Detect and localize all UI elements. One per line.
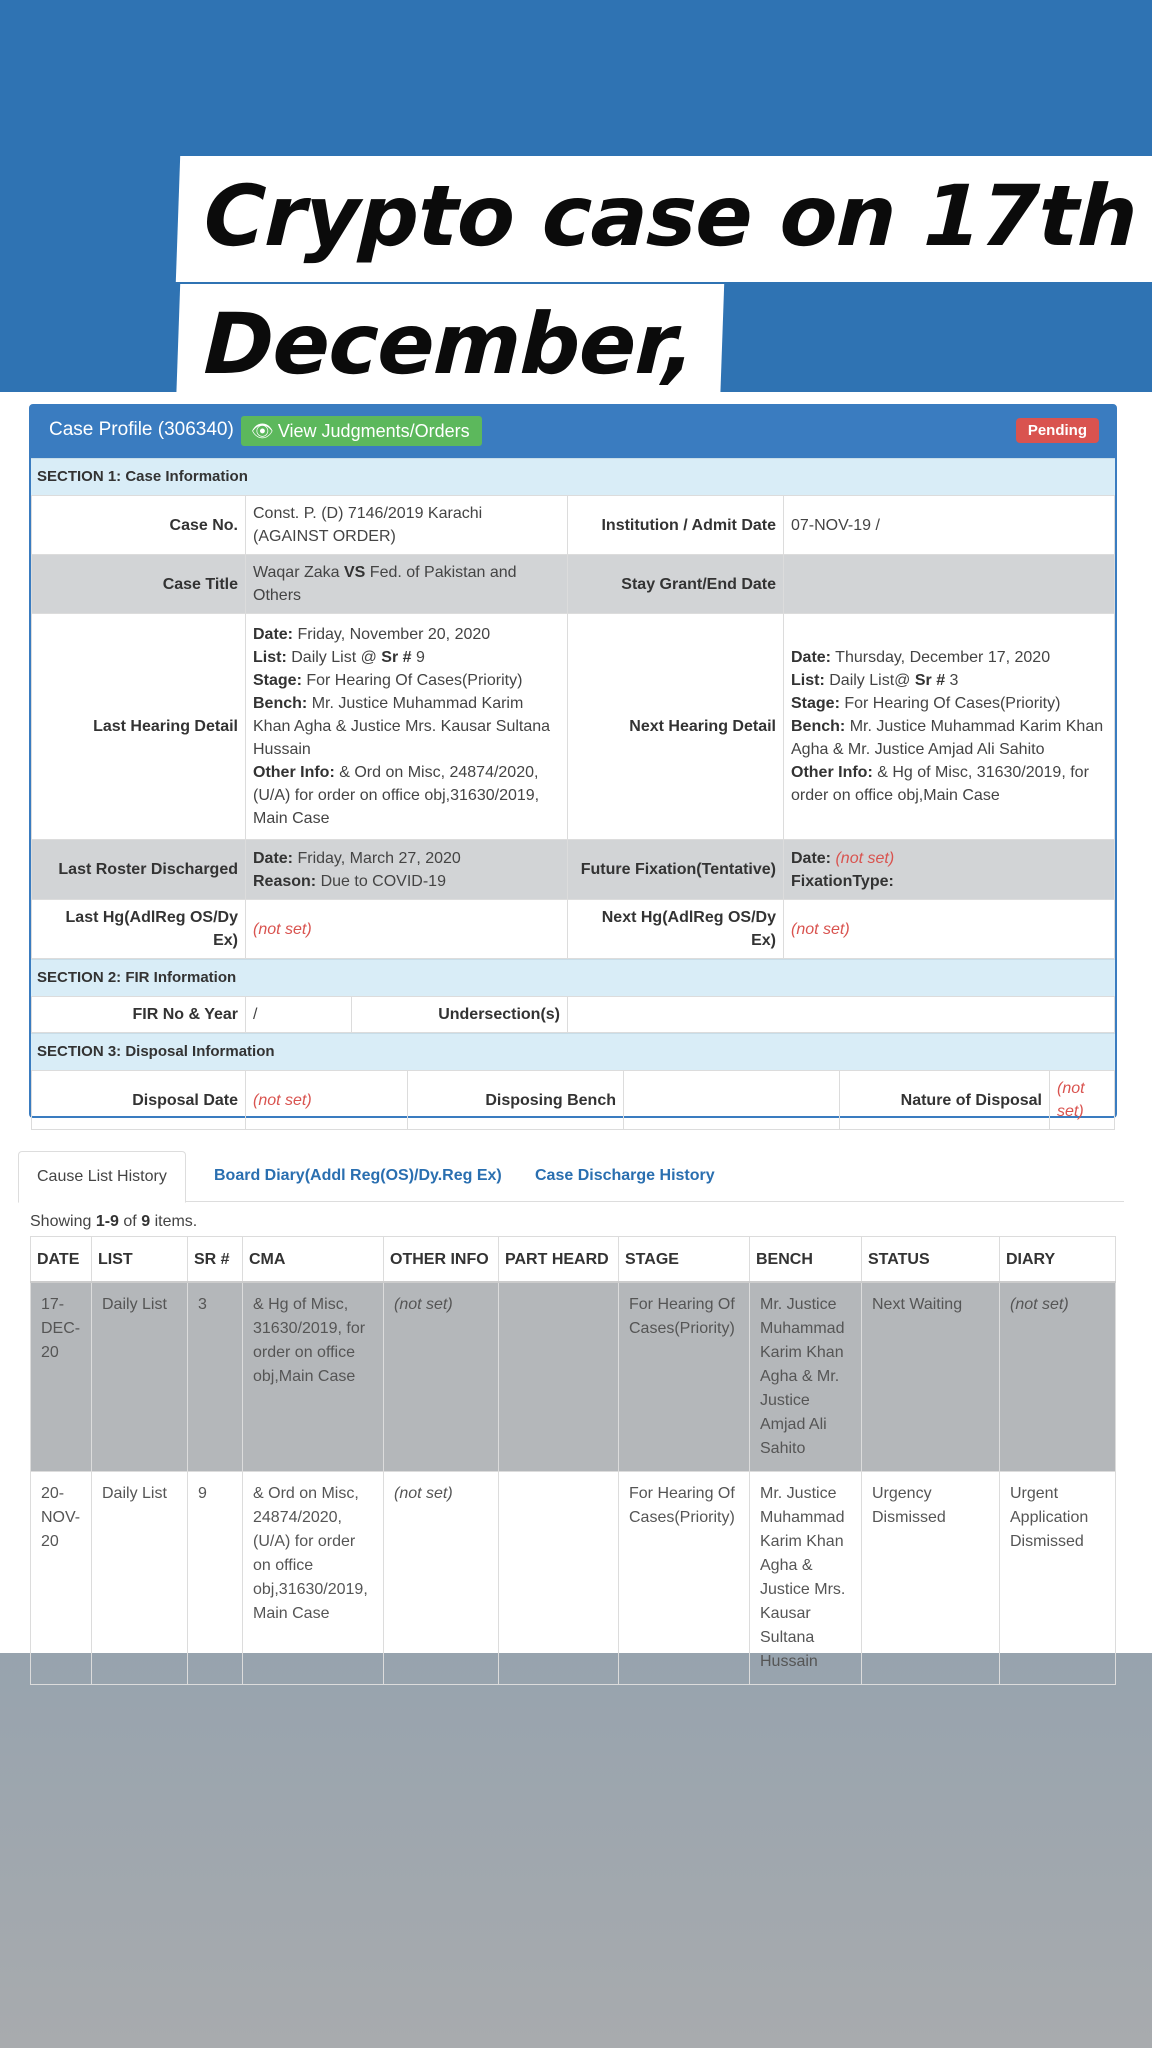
case-info-table	[31, 495, 1115, 959]
cell-bench: Mr. Justice Muhammad Karim Khan Agha & Justice Mrs. Kausar Sultana Hussain	[750, 1472, 862, 1685]
stay-value	[784, 555, 1115, 614]
fir-table	[31, 996, 1115, 1033]
cell-cma: & Hg of Misc, 31630/2019, for order on office obj,Main Case	[243, 1282, 384, 1472]
cell-list: Daily List	[92, 1472, 188, 1685]
disposal-date-label: Disposal Date	[32, 1071, 246, 1130]
case-profile-panel	[29, 404, 1117, 1118]
section3-title: SECTION 3: Disposal Information	[31, 1033, 1115, 1070]
col-sr[interactable]: SR #	[188, 1237, 243, 1283]
cell-date: 20-NOV-20	[31, 1472, 92, 1685]
undersection-label: Undersection(s)	[352, 997, 568, 1033]
col-diary[interactable]: DIARY	[1000, 1237, 1116, 1283]
roster-label: Last Roster Discharged	[32, 840, 246, 900]
history-tabs	[18, 1151, 1124, 1202]
disposal-date-value: (not set)	[246, 1071, 408, 1130]
case-title-label: Case Title	[32, 555, 246, 614]
case-no-row	[32, 496, 1115, 555]
section2-title: SECTION 2: FIR Information	[31, 959, 1115, 996]
cell-part-heard	[499, 1472, 619, 1685]
cell-other-info: (not set)	[384, 1282, 499, 1472]
cause-list-table-wrap	[30, 1236, 1116, 1670]
case-title-value: Waqar Zaka VS Fed. of Pakistan and Others	[246, 555, 568, 614]
disposing-bench-value	[624, 1071, 840, 1130]
last-hearing-detail: Date: Friday, November 20, 2020 List: Daily List @ Sr # 9 Stage: For Hearing Of Cases(Priority) Bench: Mr. Justice Muhammad Karim Khan Agha & Justice Mrs. Kausar Sultana Hussain Other Info: & Ord on Misc, 24874/2020, (U/A) for order on office obj,31630/2019, Main Case	[246, 614, 568, 840]
fir-label: FIR No & Year	[32, 997, 246, 1033]
future-fixation-label: Future Fixation(Tentative)	[568, 840, 784, 900]
cell-list: Daily List	[92, 1282, 188, 1472]
case-no-label: Case No.	[32, 496, 246, 555]
cell-stage: For Hearing Of Cases(Priority)	[619, 1472, 750, 1685]
tab-case-discharge-history[interactable]: Case Discharge History	[535, 1167, 715, 1184]
nature-value: (not set)	[1050, 1071, 1115, 1130]
overlay-title-line1: Crypto case on 17th	[176, 156, 1167, 282]
cell-date: 17-DEC-20	[31, 1282, 92, 1472]
col-status[interactable]: STATUS	[862, 1237, 1000, 1283]
cell-diary: Urgent Application Dismissed	[1000, 1472, 1116, 1685]
col-other-info[interactable]: OTHER INFO	[384, 1237, 499, 1283]
cell-sr: 9	[188, 1472, 243, 1685]
last-hg-label: Last Hg(AdlReg OS/Dy Ex)	[32, 900, 246, 959]
cell-sr: 3	[188, 1282, 243, 1472]
cell-part-heard	[499, 1282, 619, 1472]
case-title-row	[32, 555, 1115, 614]
panel-header	[31, 406, 1115, 458]
nature-label: Nature of Disposal	[840, 1071, 1050, 1130]
next-hearing-label: Next Hearing Detail	[568, 614, 784, 840]
view-judgments-button[interactable]	[241, 416, 482, 446]
disposal-table	[31, 1070, 1115, 1130]
col-cma[interactable]: CMA	[243, 1237, 384, 1283]
hg-row	[32, 900, 1115, 959]
cell-bench: Mr. Justice Muhammad Karim Khan Agha & Mr. Justice Amjad Ali Sahito	[750, 1282, 862, 1472]
col-date[interactable]: DATE	[31, 1237, 92, 1283]
next-hg-value: (not set)	[784, 900, 1115, 959]
section1-title: SECTION 1: Case Information	[31, 458, 1115, 495]
cell-other-info: (not set)	[384, 1472, 499, 1685]
cell-cma: & Ord on Misc, 24874/2020, (U/A) for order on office obj,31630/2019, Main Case	[243, 1472, 384, 1685]
cell-diary: (not set)	[1000, 1282, 1116, 1472]
panel-title: Case Profile (306340)	[49, 419, 234, 440]
next-hg-label: Next Hg(AdlReg OS/Dy Ex)	[568, 900, 784, 959]
col-stage[interactable]: STAGE	[619, 1237, 750, 1283]
institution-value: 07-NOV-19 /	[784, 496, 1115, 555]
roster-row	[32, 840, 1115, 900]
last-hearing-label: Last Hearing Detail	[32, 614, 246, 840]
tab-board-diary[interactable]: Board Diary(Addl Reg(OS)/Dy.Reg Ex)	[214, 1167, 502, 1184]
col-bench[interactable]: BENCH	[750, 1237, 862, 1283]
roster-value: Date: Friday, March 27, 2020 Reason: Due to COVID-19	[246, 840, 568, 900]
results-summary: Showing 1-9 of 9 items.	[30, 1213, 198, 1230]
last-hg-value: (not set)	[246, 900, 568, 959]
institution-label: Institution / Admit Date	[568, 496, 784, 555]
cause-list-table	[30, 1236, 1116, 1685]
table-header-row	[31, 1237, 1116, 1283]
hearing-row	[32, 614, 1115, 840]
footer-background	[0, 1653, 1152, 2048]
overlay-title-line2: December,	[176, 284, 724, 410]
eye-icon: 👁	[251, 421, 274, 441]
cell-status: Next Waiting	[862, 1282, 1000, 1472]
future-fixation-value: Date: (not set) FixationType:	[784, 840, 1115, 900]
cell-status: Urgency Dismissed	[862, 1472, 1000, 1685]
table-row	[31, 1282, 1116, 1472]
status-badge: Pending	[1016, 418, 1099, 443]
undersection-value	[568, 997, 1115, 1033]
table-row	[31, 1472, 1116, 1685]
col-part-heard[interactable]: PART HEARD	[499, 1237, 619, 1283]
view-judgments-label: View Judgments/Orders	[277, 421, 470, 441]
col-list[interactable]: LIST	[92, 1237, 188, 1283]
fir-value: /	[246, 997, 352, 1033]
tab-cause-list-history[interactable]: Cause List History	[18, 1151, 186, 1203]
case-no-value: Const. P. (D) 7146/2019 Karachi (AGAINST ORDER)	[246, 496, 568, 555]
stay-label: Stay Grant/End Date	[568, 555, 784, 614]
cell-stage: For Hearing Of Cases(Priority)	[619, 1282, 750, 1472]
disposing-bench-label: Disposing Bench	[408, 1071, 624, 1130]
next-hearing-detail: Date: Thursday, December 17, 2020 List: Daily List@ Sr # 3 Stage: For Hearing Of Cases(Priority) Bench: Mr. Justice Muhammad Karim Khan Agha & Mr. Justice Amjad Ali Sahito Other Info: & Hg of Misc, 31630/2019, for order on office obj,Main Case	[784, 614, 1115, 840]
